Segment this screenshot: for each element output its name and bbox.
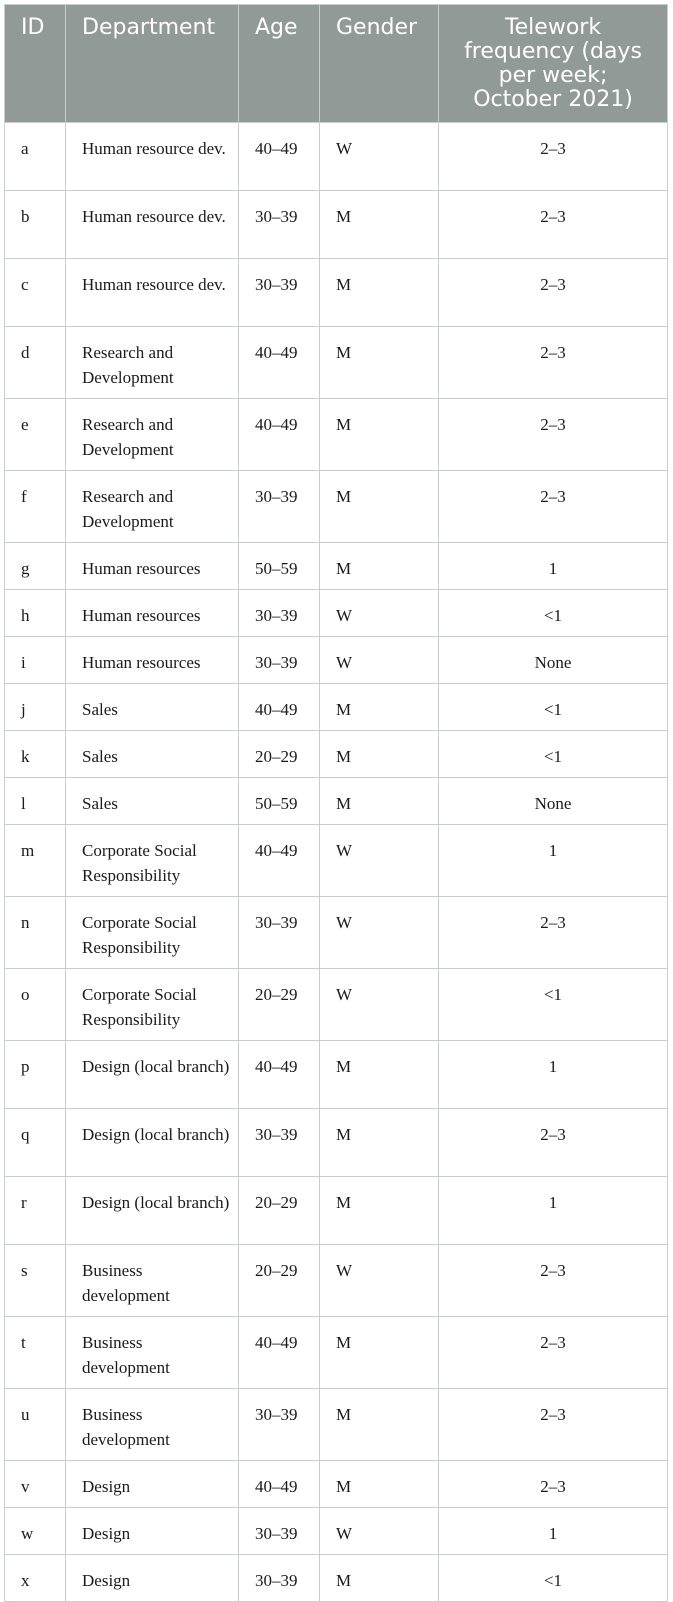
header-id: ID	[5, 5, 66, 123]
table-row	[5, 1041, 668, 1109]
cell-gender: M	[320, 1109, 439, 1177]
cell-id: f	[5, 471, 66, 543]
cell-telework-frequency: 2–3	[439, 1461, 668, 1508]
table-row	[5, 1317, 668, 1389]
cell-telework-frequency: 2–3	[439, 123, 668, 191]
cell-age: 30–39	[239, 1109, 320, 1177]
cell-gender: M	[320, 259, 439, 327]
table-row	[5, 778, 668, 825]
cell-department: Sales	[66, 731, 239, 778]
cell-age: 40–49	[239, 1461, 320, 1508]
cell-id: h	[5, 590, 66, 637]
cell-gender: W	[320, 637, 439, 684]
cell-gender: M	[320, 684, 439, 731]
cell-department: Sales	[66, 684, 239, 731]
cell-age: 40–49	[239, 123, 320, 191]
cell-age: 40–49	[239, 684, 320, 731]
cell-id: u	[5, 1389, 66, 1461]
cell-gender: M	[320, 731, 439, 778]
table-row	[5, 731, 668, 778]
cell-telework-frequency: None	[439, 637, 668, 684]
cell-department: Design (local branch)	[66, 1109, 239, 1177]
header-row	[5, 5, 668, 123]
cell-age: 30–39	[239, 1555, 320, 1602]
header-department: Department	[66, 5, 239, 123]
cell-age: 30–39	[239, 1389, 320, 1461]
cell-id: l	[5, 778, 66, 825]
cell-gender: W	[320, 897, 439, 969]
table-row	[5, 327, 668, 399]
cell-department: Design (local branch)	[66, 1041, 239, 1109]
cell-id: w	[5, 1508, 66, 1555]
cell-age: 40–49	[239, 399, 320, 471]
cell-department: Design (local branch)	[66, 1177, 239, 1245]
cell-age: 50–59	[239, 778, 320, 825]
cell-id: s	[5, 1245, 66, 1317]
cell-age: 40–49	[239, 1041, 320, 1109]
table-row	[5, 191, 668, 259]
cell-department: Design	[66, 1461, 239, 1508]
cell-age: 30–39	[239, 637, 320, 684]
cell-telework-frequency: <1	[439, 969, 668, 1041]
cell-telework-frequency: 2–3	[439, 399, 668, 471]
table-body	[5, 123, 668, 1602]
cell-telework-frequency: 2–3	[439, 1389, 668, 1461]
cell-id: i	[5, 637, 66, 684]
cell-telework-frequency: 2–3	[439, 259, 668, 327]
header-gender: Gender	[320, 5, 439, 123]
table-row	[5, 1177, 668, 1245]
cell-department: Human resources	[66, 590, 239, 637]
table-row	[5, 1508, 668, 1555]
cell-gender: W	[320, 825, 439, 897]
cell-gender: M	[320, 1555, 439, 1602]
cell-telework-frequency: 1	[439, 1041, 668, 1109]
table-row	[5, 590, 668, 637]
cell-gender: M	[320, 471, 439, 543]
cell-department: Human resources	[66, 543, 239, 590]
cell-id: b	[5, 191, 66, 259]
cell-age: 20–29	[239, 969, 320, 1041]
cell-telework-frequency: 2–3	[439, 1109, 668, 1177]
table-row	[5, 1461, 668, 1508]
cell-department: Design	[66, 1555, 239, 1602]
cell-department: Corporate Social Responsibility	[66, 969, 239, 1041]
cell-id: o	[5, 969, 66, 1041]
cell-id: k	[5, 731, 66, 778]
cell-gender: M	[320, 543, 439, 590]
cell-gender: M	[320, 327, 439, 399]
table-row	[5, 1245, 668, 1317]
cell-id: t	[5, 1317, 66, 1389]
cell-gender: M	[320, 399, 439, 471]
cell-department: Business development	[66, 1389, 239, 1461]
cell-department: Corporate Social Responsibility	[66, 897, 239, 969]
table-row	[5, 684, 668, 731]
cell-telework-frequency: 2–3	[439, 1317, 668, 1389]
cell-department: Business development	[66, 1317, 239, 1389]
cell-gender: M	[320, 191, 439, 259]
cell-department: Research and Development	[66, 327, 239, 399]
participants-table-container	[4, 4, 667, 1602]
cell-id: j	[5, 684, 66, 731]
cell-department: Human resource dev.	[66, 259, 239, 327]
cell-age: 20–29	[239, 731, 320, 778]
cell-age: 40–49	[239, 825, 320, 897]
cell-id: c	[5, 259, 66, 327]
cell-age: 30–39	[239, 897, 320, 969]
cell-age: 20–29	[239, 1245, 320, 1317]
cell-department: Human resources	[66, 637, 239, 684]
cell-age: 50–59	[239, 543, 320, 590]
cell-department: Sales	[66, 778, 239, 825]
table-row	[5, 259, 668, 327]
cell-age: 30–39	[239, 259, 320, 327]
cell-department: Human resource dev.	[66, 191, 239, 259]
cell-id: v	[5, 1461, 66, 1508]
table-row	[5, 825, 668, 897]
cell-telework-frequency: <1	[439, 731, 668, 778]
cell-gender: M	[320, 1177, 439, 1245]
cell-department: Corporate Social Responsibility	[66, 825, 239, 897]
table-row	[5, 897, 668, 969]
cell-department: Design	[66, 1508, 239, 1555]
table-row	[5, 123, 668, 191]
cell-telework-frequency: 1	[439, 825, 668, 897]
table-row	[5, 1109, 668, 1177]
cell-department: Research and Development	[66, 399, 239, 471]
cell-id: p	[5, 1041, 66, 1109]
table-row	[5, 543, 668, 590]
cell-age: 40–49	[239, 1317, 320, 1389]
cell-gender: M	[320, 1389, 439, 1461]
table-row	[5, 969, 668, 1041]
cell-gender: M	[320, 1317, 439, 1389]
cell-telework-frequency: 1	[439, 1508, 668, 1555]
cell-id: q	[5, 1109, 66, 1177]
table-row	[5, 637, 668, 684]
table-row	[5, 1555, 668, 1602]
cell-telework-frequency: 2–3	[439, 897, 668, 969]
cell-age: 40–49	[239, 327, 320, 399]
table-row	[5, 1389, 668, 1461]
cell-gender: W	[320, 123, 439, 191]
cell-age: 30–39	[239, 191, 320, 259]
cell-telework-frequency: 2–3	[439, 191, 668, 259]
cell-age: 30–39	[239, 1508, 320, 1555]
cell-gender: W	[320, 1508, 439, 1555]
cell-telework-frequency: 2–3	[439, 1245, 668, 1317]
cell-telework-frequency: 1	[439, 543, 668, 590]
cell-age: 30–39	[239, 590, 320, 637]
cell-gender: M	[320, 1041, 439, 1109]
cell-gender: M	[320, 1461, 439, 1508]
table-row	[5, 399, 668, 471]
cell-department: Business development	[66, 1245, 239, 1317]
cell-gender: M	[320, 778, 439, 825]
cell-id: r	[5, 1177, 66, 1245]
cell-telework-frequency: None	[439, 778, 668, 825]
cell-telework-frequency: <1	[439, 1555, 668, 1602]
cell-id: d	[5, 327, 66, 399]
participants-table	[4, 4, 668, 1602]
table-header	[5, 5, 668, 123]
cell-telework-frequency: <1	[439, 684, 668, 731]
cell-id: g	[5, 543, 66, 590]
table-row	[5, 471, 668, 543]
cell-telework-frequency: <1	[439, 590, 668, 637]
cell-telework-frequency: 1	[439, 1177, 668, 1245]
cell-gender: W	[320, 969, 439, 1041]
cell-age: 20–29	[239, 1177, 320, 1245]
cell-gender: W	[320, 590, 439, 637]
cell-department: Human resource dev.	[66, 123, 239, 191]
header-telework-frequency: Telework frequency (days per week; October 2021)	[439, 5, 668, 123]
cell-department: Research and Development	[66, 471, 239, 543]
cell-telework-frequency: 2–3	[439, 471, 668, 543]
cell-id: a	[5, 123, 66, 191]
cell-id: e	[5, 399, 66, 471]
cell-id: n	[5, 897, 66, 969]
cell-age: 30–39	[239, 471, 320, 543]
cell-telework-frequency: 2–3	[439, 327, 668, 399]
header-age: Age	[239, 5, 320, 123]
cell-id: x	[5, 1555, 66, 1602]
cell-id: m	[5, 825, 66, 897]
cell-gender: W	[320, 1245, 439, 1317]
